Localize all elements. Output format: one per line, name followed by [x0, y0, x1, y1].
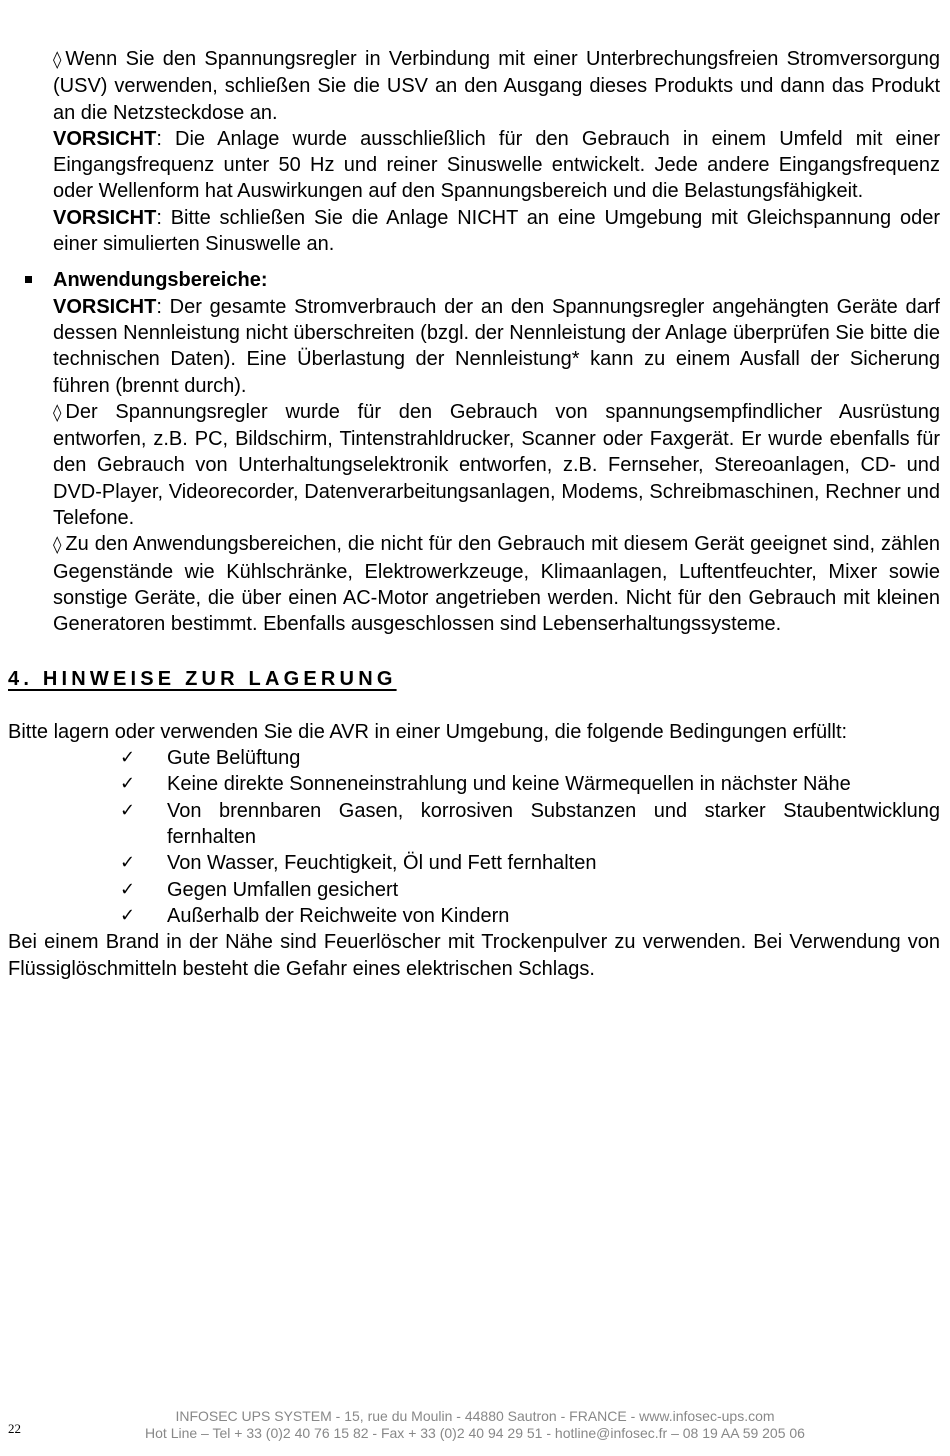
diamond-bullet-icon: ◊ [53, 402, 62, 423]
footer-contact: Hot Line – Tel + 33 (0)2 40 76 15 82 - Fax + 33 (0)2 40 94 29 51 - hotline@infosec.fr – 08 19 AA 59 205 06 [145, 1425, 805, 1441]
square-bullet-icon [25, 276, 32, 283]
list-item: ✓ Keine direkte Sonneneinstrahlung und keine Wärmequellen in nächster Nähe [8, 771, 940, 797]
diamond-bullet-icon: ◊ [53, 50, 62, 70]
caution-load: VORSICHT: Der gesamte Stromverbrauch der an den Spannungsregler angehängten Geräte darf dessen Nennleistung nicht überschreiten (bzgl. der Nennleistung der Anlage überprüfen Sie bitte die technischen Daten). Eine Überlastung der Nennleistung* kann zu einem Ausfall der Sicherung führen (brennt durch). [53, 295, 940, 397]
checkmark-icon: ✓ [120, 878, 136, 900]
caution-label: VORSICHT [53, 127, 157, 150]
checkmark-icon: ✓ [120, 747, 136, 769]
caution-frequency: VORSICHT: Die Anlage wurde ausschließlich für den Gebrauch in einem Umfeld mit einer Eingangsfrequenz unter 50 Hz und reiner Sinuswelle entwickelt. Jede andere Eingangsfrequenz oder Wellenform hat Auswirkungen auf den Spannungsbereich und die Belastungsfähigkeit. [53, 127, 940, 203]
storage-intro: Bitte lagern oder verwenden Sie die AVR in einer Umgebung, die folgende Bedingungen erfüllt: [8, 720, 848, 743]
document-page [8, 46, 940, 982]
caution-dc: VORSICHT: Bitte schließen Sie die Anlage NICHT an eine Umgebung mit Gleichspannung oder einer simulierten Sinuswelle an. [53, 206, 940, 256]
list-item: ✓ Außerhalb der Reichweite von Kindern [8, 903, 940, 929]
footer-address: INFOSEC UPS SYSTEM - 15, rue du Moulin - 44880 Sautron - FRANCE - www.infosec-ups.com [175, 1408, 775, 1424]
page-number: 22 [8, 1421, 21, 1436]
list-item: ✓ Von brennbaren Gasen, korrosiven Substanzen und starker Staubentwicklung fernhalten [120, 799, 940, 849]
usv-paragraph: ◊ Wenn Sie den Spannungsregler in Verbindung mit einer Unterbrechungsfreien Stromversorgung (USV) verwenden, schließen Sie die USV an den Ausgang dieses Produkts und dann das Produkt an die Netzsteckdose an. [53, 48, 940, 124]
unsuitable-devices-paragraph: ◊ Zu den Anwendungsbereichen, die nicht für den Gebrauch mit diesem Gerät geeignet sind, zählen Gegenstände wie Kühlschränke, Elektrowerkzeuge, Klimaanlagen, Luftentfeuchter, Mixer sowie sonstige Geräte, die über einen AC-Motor angetrieben werden. Nicht für den Gebrauch mit kleinen Generatoren bestimmt. Ebenfalls ausgeschlossen sind Lebenserhaltungssysteme. [53, 533, 940, 636]
suitable-devices-paragraph: ◊ Der Spannungsregler wurde für den Gebrauch von spannungsempfindlicher Ausrüstung entworfen, z.B. PC, Bildschirm, Tintenstrahldrucker, Scanner oder Faxgerät. Er wurde ebenfalls für den Gebrauch von Unterhaltungselektronik entworfen, z.B. Fernseher, Stereoanlagen, CD- und DVD-Player, Videorecorder, Datenverarbeitungsanlagen, Modems, Schreibmaschinen, Rechner und Telefone. [53, 400, 940, 530]
list-item: ✓ Gute Belüftung [8, 745, 940, 771]
storage-conditions-list [8, 745, 940, 929]
caution-label: VORSICHT [53, 295, 157, 318]
usv-instructions [53, 46, 940, 257]
caution-label: VORSICHT [53, 206, 157, 229]
checkmark-icon: ✓ [120, 904, 136, 926]
list-item: ✓ Von Wasser, Feuchtigkeit, Öl und Fett fernhalten [8, 850, 940, 876]
checkmark-icon: ✓ [120, 852, 136, 874]
diamond-bullet-icon: ◊ [53, 535, 62, 556]
checkmark-icon: ✓ [120, 799, 136, 821]
fire-warning: Bei einem Brand in der Nähe sind Feuerlöscher mit Trockenpulver zu verwenden. Bei Verwendung von Flüssiglöschmitteln besteht die Gefahr eines elektrischen Schlags. [8, 931, 940, 980]
application-section [8, 267, 940, 637]
application-title: Anwendungsbereiche: [53, 269, 268, 292]
footer [0, 1408, 950, 1442]
section-heading: 4. HINWEISE ZUR LAGERUNG [8, 667, 397, 690]
checkmark-icon: ✓ [120, 773, 136, 795]
list-item: ✓ Gegen Umfallen gesichert [8, 877, 940, 903]
